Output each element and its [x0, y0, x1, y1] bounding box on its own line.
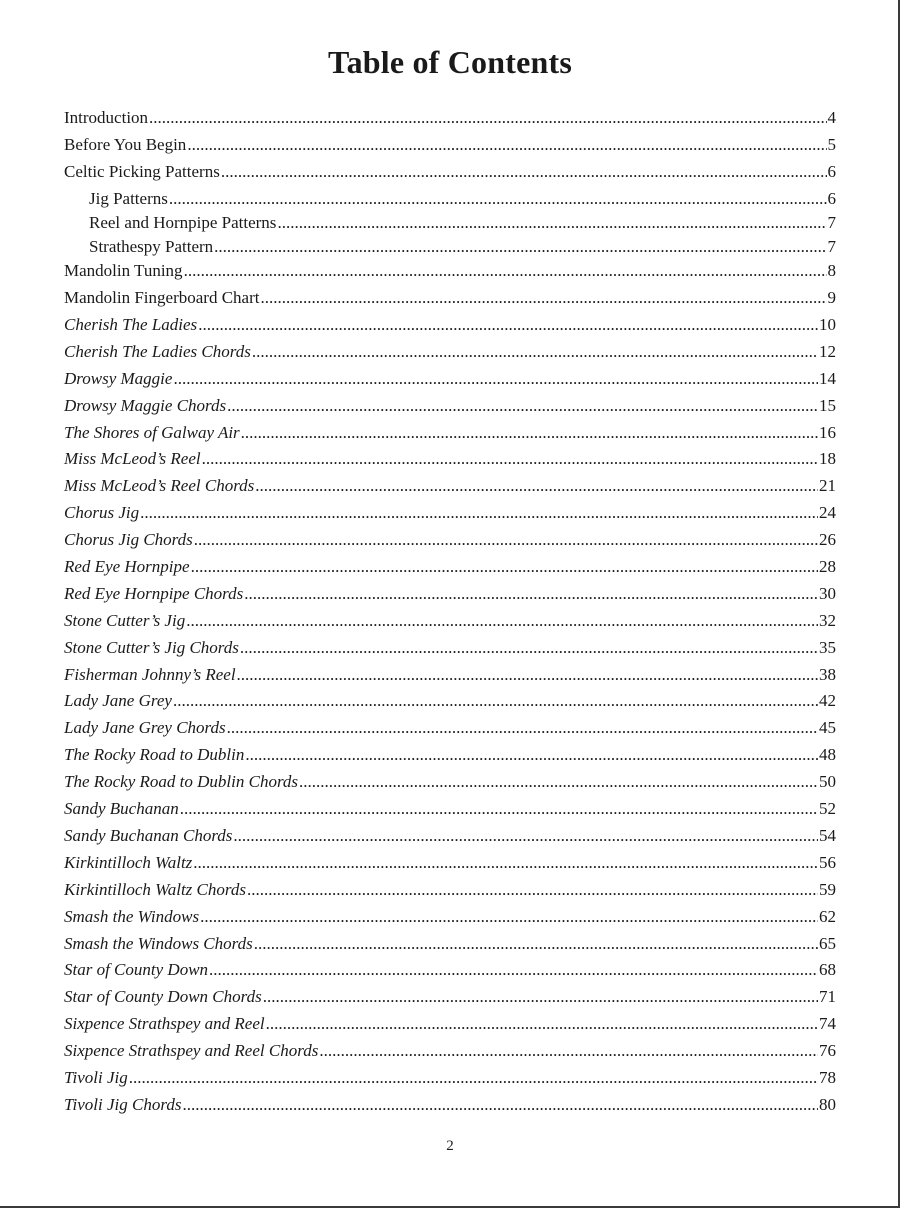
toc-entry-page: 35 [819, 637, 836, 657]
toc-song-entry[interactable] [64, 557, 836, 584]
toc-song-entry[interactable] [64, 934, 836, 961]
toc-song-entry[interactable] [64, 960, 836, 987]
leader-dots [198, 315, 818, 335]
toc-entry-page: 24 [819, 503, 836, 523]
leader-dots [209, 960, 818, 980]
toc-song-entry[interactable] [64, 584, 836, 611]
toc-entry-label: Red Eye Hornpipe [64, 557, 190, 577]
leader-dots [194, 530, 818, 550]
toc-entry-page: 6 [827, 161, 836, 181]
toc-entry-label: Drowsy Maggie [64, 368, 173, 388]
leader-dots [241, 423, 818, 443]
leader-dots [254, 934, 818, 954]
toc-entry-page: 18 [819, 449, 836, 469]
toc-entry-page: 80 [819, 1094, 836, 1114]
toc-song-entry[interactable] [64, 826, 836, 853]
leader-dots [233, 826, 818, 846]
toc-song-entry[interactable] [64, 369, 836, 396]
toc-entry-label: Cherish The Ladies [64, 315, 198, 335]
leader-dots [191, 557, 818, 577]
toc-song-entry[interactable] [64, 907, 836, 934]
toc-entry-label: Sixpence Strathspey and Reel [64, 1014, 265, 1034]
toc-song-entry[interactable] [64, 503, 836, 530]
toc-song-entry[interactable] [64, 880, 836, 907]
toc-song-entry[interactable] [64, 530, 836, 557]
toc-entry-label: Mandolin Fingerboard Chart [64, 288, 260, 308]
toc-entry-page: 8 [827, 261, 836, 281]
toc-entry-page: 15 [819, 395, 836, 415]
toc-entry-page: 21 [819, 476, 836, 496]
toc-entry-label: Lady Jane Grey Chords [64, 718, 226, 738]
toc-subentry[interactable] [64, 237, 836, 261]
toc-entry-label: Celtic Picking Patterns [64, 161, 220, 181]
leader-dots [180, 799, 818, 819]
toc-subentry[interactable] [64, 189, 836, 213]
leader-dots [227, 718, 818, 738]
toc-song-entry[interactable] [64, 611, 836, 638]
toc-song-entry[interactable] [64, 423, 836, 450]
toc-entry-page: 38 [819, 664, 836, 684]
toc-entry-label: Mandolin Tuning [64, 261, 183, 281]
table-of-contents [64, 108, 836, 1122]
toc-entry-page: 14 [819, 368, 836, 388]
toc-song-entry[interactable] [64, 315, 836, 342]
toc-entry-label: The Rocky Road to Dublin [64, 745, 245, 765]
toc-entry-label: Miss McLeod’s Reel [64, 449, 201, 469]
toc-entry-label: Stone Cutter’s Jig Chords [64, 637, 239, 657]
toc-song-entry[interactable] [64, 853, 836, 880]
toc-entry-page: 42 [819, 691, 836, 711]
toc-entry-label: Smash the Windows Chords [64, 933, 253, 953]
toc-entry-label: Strathespy Pattern [89, 237, 214, 257]
toc-song-entry[interactable] [64, 691, 836, 718]
toc-entry-page: 62 [819, 906, 836, 926]
leader-dots [182, 1095, 818, 1115]
toc-entry-page: 68 [819, 960, 836, 980]
toc-entry-label: Red Eye Hornpipe Chords [64, 583, 244, 603]
leader-dots [227, 396, 818, 416]
toc-entry-label: Drowsy Maggie Chords [64, 395, 227, 415]
toc-entry-page: 65 [819, 933, 836, 953]
leader-dots [200, 907, 818, 927]
toc-entry-label: Fisherman Johnny’s Reel [64, 664, 236, 684]
toc-entry-label: Lady Jane Grey [64, 691, 172, 711]
toc-entry-page: 74 [819, 1014, 836, 1034]
toc-entry-page: 9 [827, 288, 836, 308]
toc-song-entry[interactable] [64, 396, 836, 423]
page-number: 2 [446, 1138, 454, 1154]
page-title: Table of Contents [327, 44, 573, 80]
toc-entry-page: 32 [819, 610, 836, 630]
toc-entry-page: 56 [819, 852, 836, 872]
toc-song-entry[interactable] [64, 1095, 836, 1122]
toc-entry-label: Sandy Buchanan Chords [64, 825, 233, 845]
leader-dots [173, 369, 818, 389]
toc-entry-label: Tivoli Jig Chords [64, 1094, 182, 1114]
toc-entry-label: Smash the Windows [64, 906, 200, 926]
toc-song-entry[interactable] [64, 342, 836, 369]
leader-dots [186, 611, 818, 631]
toc-song-entry[interactable] [64, 772, 836, 799]
leader-dots [263, 987, 818, 1007]
toc-entry-label: Jig Patterns [89, 188, 168, 208]
toc-entry-page: 12 [819, 341, 836, 361]
leader-dots [260, 288, 826, 308]
toc-song-entry[interactable] [64, 476, 836, 503]
toc-song-entry[interactable] [64, 1014, 836, 1041]
toc-entry-page: 4 [827, 108, 836, 127]
toc-entry-label: Star of County Down Chords [64, 987, 262, 1007]
toc-entry[interactable] [64, 261, 836, 288]
leader-dots [299, 772, 818, 792]
leader-dots [184, 261, 827, 281]
toc-entry-label: Kirkintilloch Waltz Chords [64, 879, 246, 899]
toc-entry-label: Sandy Buchanan [64, 799, 179, 819]
leader-dots [173, 691, 818, 711]
toc-entry[interactable] [64, 108, 836, 135]
toc-entry-page: 71 [819, 987, 836, 1007]
toc-entry-label: Reel and Hornpipe Patterns [89, 212, 277, 232]
toc-entry-page: 6 [827, 188, 836, 208]
leader-dots [202, 449, 818, 469]
toc-entry-label: Miss McLeod’s Reel Chords [64, 476, 255, 496]
toc-entry-page: 7 [827, 237, 836, 257]
toc-entry-page: 45 [819, 718, 836, 738]
toc-entry-label: Before You Begin [64, 134, 187, 154]
leader-dots [149, 108, 826, 128]
toc-entry-page: 54 [819, 825, 836, 845]
toc-entry-page: 76 [819, 1041, 836, 1061]
leader-dots [277, 213, 826, 233]
toc-entry-page: 5 [827, 134, 836, 154]
leader-dots [214, 237, 826, 257]
toc-entry-label: Stone Cutter’s Jig [64, 610, 186, 630]
toc-entry-page: 48 [819, 745, 836, 765]
toc-entry-label: Cherish The Ladies Chords [64, 341, 251, 361]
leader-dots [169, 189, 827, 209]
toc-song-entry[interactable] [64, 718, 836, 745]
toc-entry[interactable] [64, 288, 836, 315]
leader-dots [129, 1068, 818, 1088]
toc-song-entry[interactable] [64, 638, 836, 665]
toc-subentry[interactable] [64, 213, 836, 237]
toc-entry-page: 50 [819, 772, 836, 792]
toc-entry-label: The Shores of Galway Air [64, 422, 240, 442]
toc-entry-label: Chorus Jig [64, 503, 140, 523]
toc-entry[interactable] [64, 162, 836, 189]
toc-entry-label: Introduction [64, 108, 149, 127]
leader-dots [244, 584, 818, 604]
toc-entry-page: 10 [819, 315, 836, 335]
toc-entry-label: Chorus Jig Chords [64, 530, 193, 550]
toc-song-entry[interactable] [64, 665, 836, 692]
leader-dots [266, 1014, 818, 1034]
toc-entry-page: 28 [819, 557, 836, 577]
toc-entry-page: 78 [819, 1067, 836, 1087]
leader-dots [252, 342, 818, 362]
toc-entry-label: Tivoli Jig [64, 1067, 128, 1087]
leader-dots [319, 1041, 818, 1061]
toc-entry-label: Kirkintilloch Waltz [64, 852, 193, 872]
toc-song-entry[interactable] [64, 449, 836, 476]
toc-entry-label: The Rocky Road to Dublin Chords [64, 772, 299, 792]
leader-dots [240, 638, 818, 658]
leader-dots [187, 135, 826, 155]
toc-entry-page: 30 [819, 583, 836, 603]
toc-song-entry[interactable] [64, 987, 836, 1014]
toc-entry-page: 59 [819, 879, 836, 899]
toc-entry-page: 7 [827, 212, 836, 232]
toc-entry-page: 16 [819, 422, 836, 442]
toc-song-entry[interactable] [64, 1041, 836, 1068]
leader-dots [193, 853, 818, 873]
toc-song-entry[interactable] [64, 799, 836, 826]
leader-dots [237, 665, 818, 685]
toc-entry[interactable] [64, 135, 836, 162]
leader-dots [140, 503, 818, 523]
toc-entry-page: 52 [819, 799, 836, 819]
leader-dots [245, 745, 818, 765]
toc-entry-page: 26 [819, 530, 836, 550]
toc-song-entry[interactable] [64, 1068, 836, 1095]
leader-dots [247, 880, 818, 900]
leader-dots [221, 162, 827, 182]
toc-entry-label: Sixpence Strathspey and Reel Chords [64, 1041, 319, 1061]
toc-entry-label: Star of County Down [64, 960, 209, 980]
leader-dots [255, 476, 818, 496]
toc-song-entry[interactable] [64, 745, 836, 772]
